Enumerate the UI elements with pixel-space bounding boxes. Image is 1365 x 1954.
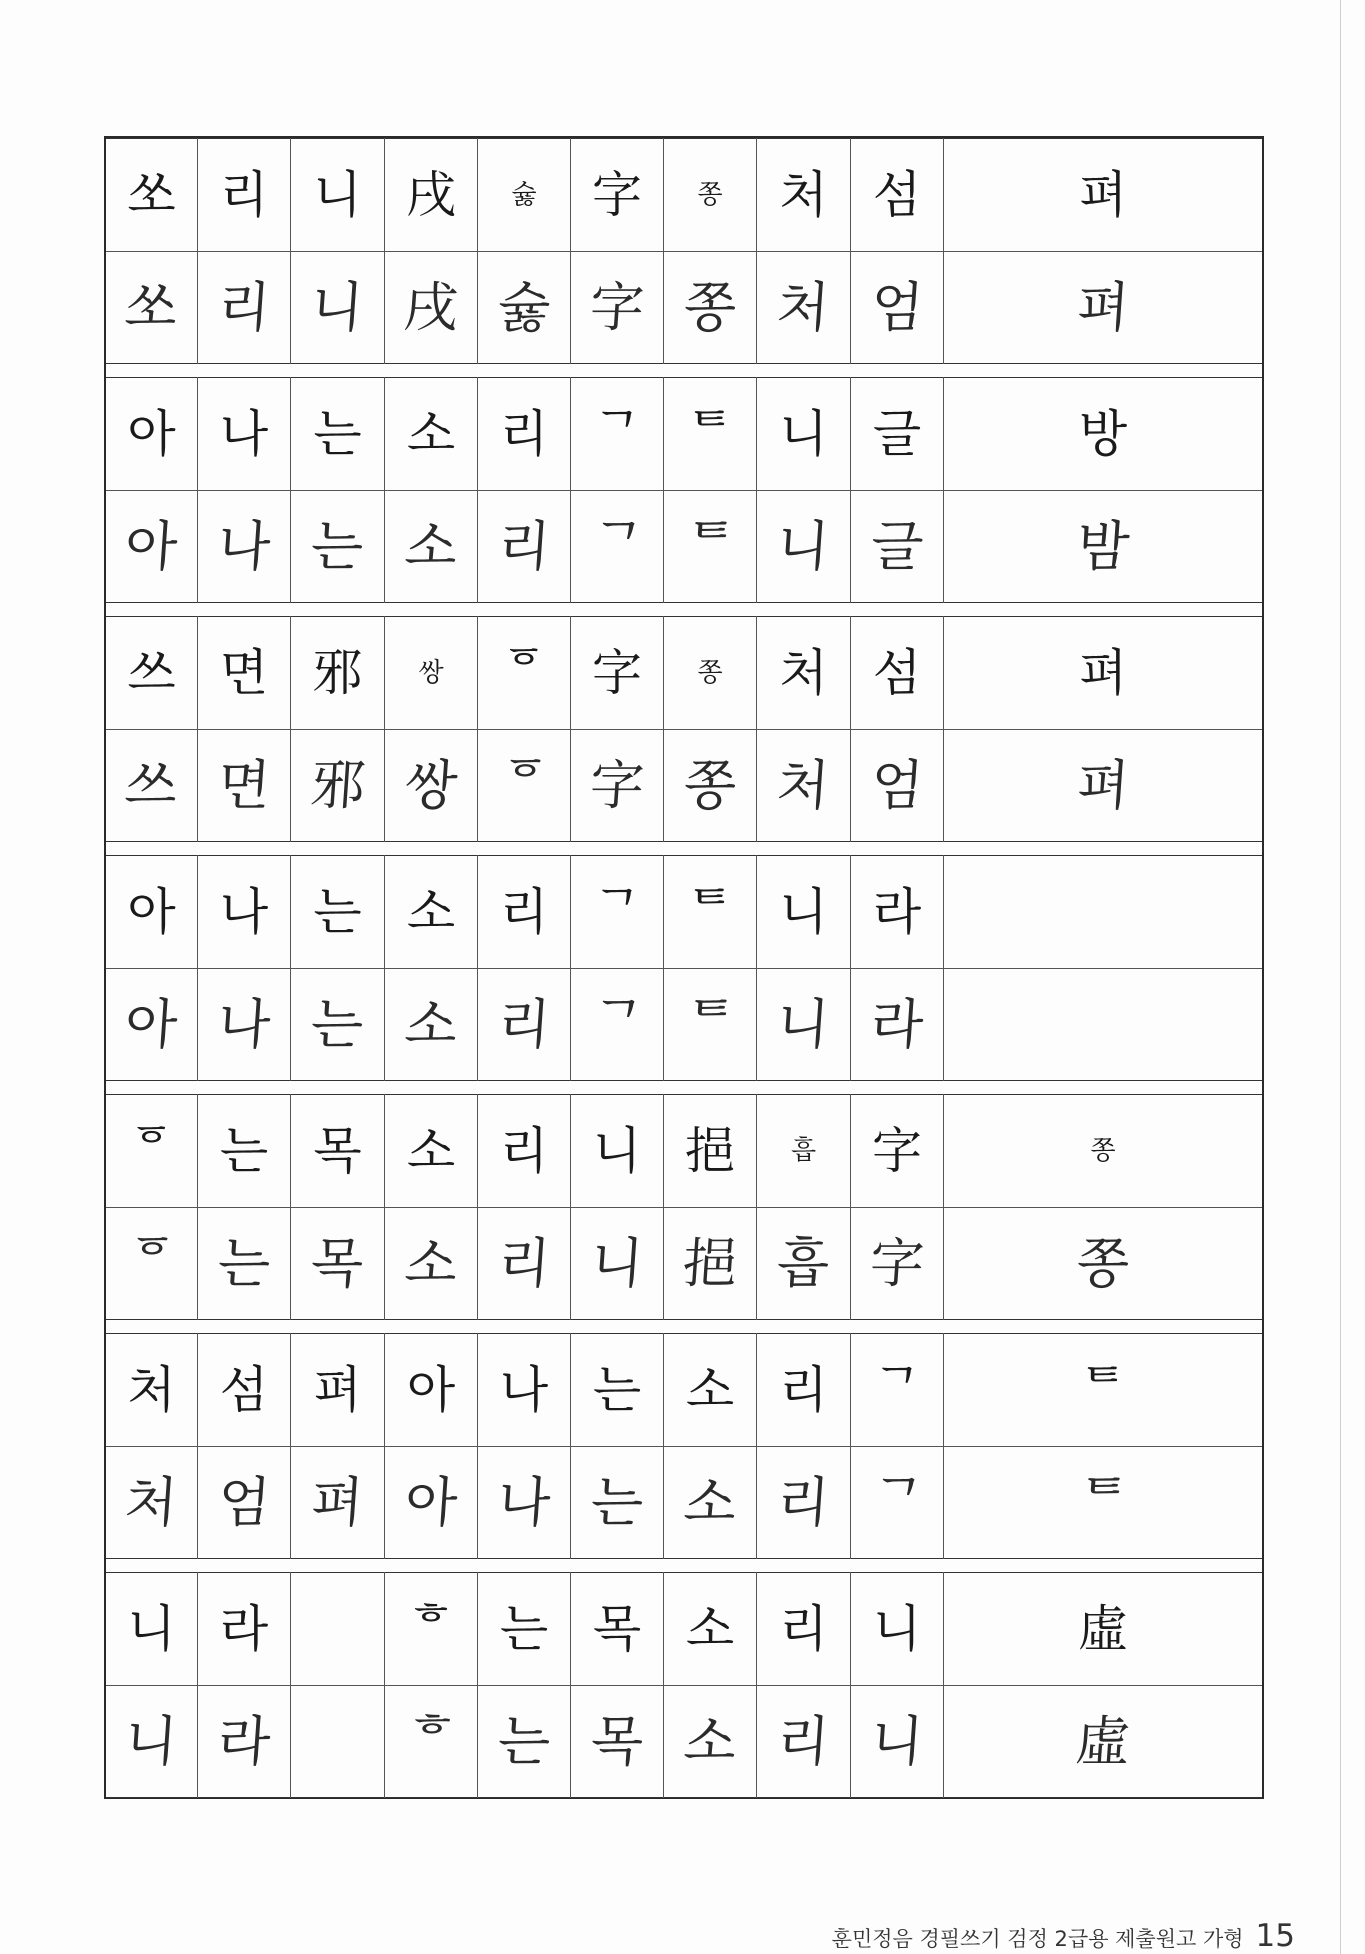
practice-character-cell <box>106 251 198 364</box>
practice-character: 字 <box>867 1231 927 1295</box>
model-character-cell <box>851 1094 944 1207</box>
model-character: 는 <box>219 1121 269 1180</box>
practice-character-cell <box>385 251 478 364</box>
model-character-cell <box>944 1572 1262 1685</box>
practice-character: 니 <box>588 1231 646 1295</box>
practice-character: 쏘 <box>123 275 180 339</box>
practice-character: 소 <box>402 1231 460 1295</box>
practice-character: 라 <box>868 992 926 1056</box>
practice-character-cell <box>198 968 291 1081</box>
practice-character: 는 <box>309 514 366 578</box>
practice-character-cell <box>385 968 478 1081</box>
practice-character-cell <box>571 1446 664 1559</box>
practice-character: 는 <box>215 1231 273 1295</box>
model-character-cell <box>944 855 1262 968</box>
model-character: 슗 <box>511 179 537 210</box>
practice-character: 니 <box>775 514 832 578</box>
practice-character-cell <box>478 968 571 1081</box>
practice-character-cell <box>291 968 385 1081</box>
practice-character: 挹 <box>680 1231 740 1295</box>
practice-character: 아 <box>402 1470 460 1534</box>
model-character: 쫑 <box>1090 1135 1116 1166</box>
model-character: ᅙ <box>127 1121 176 1180</box>
practice-character-cell <box>571 490 664 603</box>
practice-character-cell <box>198 1446 291 1559</box>
model-character-cell <box>198 1094 291 1207</box>
model-character: 리 <box>499 404 549 463</box>
model-character: 소 <box>685 1599 735 1658</box>
model-character: 니 <box>779 404 828 463</box>
practice-character-cell <box>664 1207 757 1320</box>
practice-character-cell <box>291 1685 385 1798</box>
model-character: 니 <box>779 882 828 941</box>
practice-character: 목 <box>588 1709 646 1773</box>
practice-character-cell <box>385 729 478 842</box>
practice-character-cell <box>106 1446 198 1559</box>
practice-character-cell <box>571 1685 664 1798</box>
model-character: 는 <box>313 882 362 941</box>
practice-character: 는 <box>495 1709 553 1773</box>
grid-block <box>106 616 1262 842</box>
practice-character-cell <box>944 251 1262 364</box>
practice-character-cell <box>106 729 198 842</box>
model-character-cell <box>385 1094 478 1207</box>
model-character: 면 <box>219 643 269 702</box>
model-character-cell <box>291 377 385 490</box>
practice-character: 리 <box>215 275 273 339</box>
footer-title: 훈민정음 경필쓰기 검정 2급용 제출원고 가형 <box>831 1927 1244 1951</box>
practice-character-cell <box>198 251 291 364</box>
practice-character: 니 <box>309 275 366 339</box>
model-character: 글 <box>872 404 922 463</box>
practice-character-cell <box>851 1685 944 1798</box>
practice-character-cell <box>757 251 851 364</box>
model-character-cell <box>757 138 851 251</box>
practice-character: 字 <box>587 753 647 817</box>
practice-character: 戌 <box>401 275 461 339</box>
model-character-cell <box>571 138 664 251</box>
practice-character-cell <box>291 1207 385 1320</box>
model-character: 목 <box>313 1121 362 1180</box>
model-character-cell <box>757 855 851 968</box>
practice-character-cell <box>757 968 851 1081</box>
model-character-cell <box>385 616 478 729</box>
model-character-cell <box>757 1333 851 1446</box>
practice-character: 엄 <box>868 753 926 817</box>
model-character: 처 <box>127 1360 176 1419</box>
practice-character: 나 <box>495 1470 553 1534</box>
model-character: ᄐ <box>1078 1360 1128 1419</box>
model-character-cell <box>198 377 291 490</box>
practice-character-cell <box>944 968 1262 1081</box>
model-character-cell <box>385 138 478 251</box>
page-edge-line <box>1340 0 1341 1954</box>
grid-block <box>106 138 1262 364</box>
practice-character: 쌍 <box>402 753 460 817</box>
model-character-cell <box>198 1333 291 1446</box>
practice-character: 쫑 <box>1074 1231 1132 1295</box>
practice-character: 리 <box>775 1709 832 1773</box>
model-character-cell <box>291 1333 385 1446</box>
model-character: 나 <box>219 882 269 941</box>
page-number: 15 <box>1255 1918 1295 1954</box>
practice-character-cell <box>851 1446 944 1559</box>
practice-character: 니 <box>775 992 832 1056</box>
model-character-cell <box>664 1572 757 1685</box>
model-character-cell <box>571 616 664 729</box>
model-character-cell <box>106 138 198 251</box>
model-character: 쌍 <box>418 657 444 688</box>
model-character: 虛 <box>1078 1599 1128 1658</box>
practice-character-cell <box>385 1685 478 1798</box>
model-character: 나 <box>499 1360 549 1419</box>
model-character-cell <box>851 616 944 729</box>
model-character: 挹 <box>685 1121 735 1180</box>
practice-character-cell <box>664 251 757 364</box>
model-character-cell <box>944 1333 1262 1446</box>
practice-character: ᄐ <box>681 992 739 1056</box>
model-character: 펴 <box>1078 165 1128 224</box>
model-character: 리 <box>779 1360 828 1419</box>
practice-character-cell <box>757 490 851 603</box>
grid-block <box>106 1572 1262 1798</box>
model-character-cell <box>106 616 198 729</box>
practice-character: 니 <box>868 1709 926 1773</box>
practice-character-cell <box>106 968 198 1081</box>
model-character-cell <box>106 377 198 490</box>
practice-character-cell <box>478 729 571 842</box>
practice-character-cell <box>291 490 385 603</box>
model-character-cell <box>198 616 291 729</box>
model-character-cell <box>385 1333 478 1446</box>
model-character-cell <box>757 616 851 729</box>
model-character-cell <box>571 1094 664 1207</box>
model-character: 펴 <box>1078 643 1128 702</box>
practice-character: 虛 <box>1073 1709 1133 1773</box>
practice-character: 처 <box>775 753 832 817</box>
practice-character: 쫑 <box>681 753 739 817</box>
model-character: 라 <box>872 882 922 941</box>
model-character-cell <box>851 1333 944 1446</box>
practice-character: 쫑 <box>681 275 739 339</box>
model-character: 戌 <box>406 165 456 224</box>
practice-character: ᄀ <box>868 1470 926 1534</box>
grid-block <box>106 1333 1262 1559</box>
practice-character: 리 <box>775 1470 832 1534</box>
model-character-cell <box>291 1094 385 1207</box>
practice-character-cell <box>385 490 478 603</box>
model-character: ᄀ <box>872 1360 922 1419</box>
model-character-cell <box>385 377 478 490</box>
model-character: 니 <box>127 1599 176 1658</box>
practice-character-cell <box>478 1207 571 1320</box>
practice-character-cell <box>291 251 385 364</box>
practice-character: 엄 <box>215 1470 273 1534</box>
model-character: 니 <box>313 165 362 224</box>
grid-block <box>106 377 1262 603</box>
grid-block <box>106 855 1262 1081</box>
model-character: ᄀ <box>592 882 642 941</box>
model-character-cell <box>664 1094 757 1207</box>
practice-character-cell <box>757 1685 851 1798</box>
practice-character: ᄀ <box>588 514 646 578</box>
model-character-cell <box>198 855 291 968</box>
model-character-cell <box>478 1094 571 1207</box>
practice-character-cell <box>851 1207 944 1320</box>
model-character-cell <box>757 377 851 490</box>
model-character-cell <box>851 377 944 490</box>
practice-character: 목 <box>309 1231 366 1295</box>
practice-character-cell <box>571 251 664 364</box>
practice-character: 邪 <box>308 753 367 817</box>
model-character-cell <box>664 616 757 729</box>
practice-character-cell <box>198 1207 291 1320</box>
practice-character: 글 <box>868 514 926 578</box>
model-character: 소 <box>406 1121 456 1180</box>
practice-character: 펴 <box>309 1470 366 1534</box>
model-character: 니 <box>872 1599 922 1658</box>
model-character-cell <box>478 1333 571 1446</box>
model-character: 방 <box>1078 404 1128 463</box>
practice-character-cell <box>664 729 757 842</box>
model-character: 소 <box>406 404 456 463</box>
practice-character: 소 <box>681 1709 739 1773</box>
model-character: 소 <box>685 1360 735 1419</box>
model-character: 아 <box>406 1360 456 1419</box>
model-character: 흡 <box>790 1135 817 1166</box>
practice-character: 펴 <box>1074 753 1132 817</box>
model-character-cell <box>291 616 385 729</box>
model-character: 字 <box>592 165 642 224</box>
practice-character: 펴 <box>1074 275 1132 339</box>
model-character: ᄐ <box>685 882 735 941</box>
model-character: 섬 <box>872 643 922 702</box>
model-character-cell <box>944 377 1262 490</box>
model-character: 처 <box>779 643 828 702</box>
model-character: ᄒ <box>406 1599 456 1658</box>
model-character-cell <box>291 138 385 251</box>
practice-character-cell <box>944 1685 1262 1798</box>
practice-character-cell <box>851 490 944 603</box>
practice-character: 소 <box>402 514 460 578</box>
practice-character: ᅙ <box>495 753 553 817</box>
practice-character-cell <box>291 1446 385 1559</box>
practice-character: 字 <box>587 275 647 339</box>
practice-character: ᅙ <box>123 1231 180 1295</box>
model-character-cell <box>757 1572 851 1685</box>
practice-character: 라 <box>215 1709 273 1773</box>
model-character-cell <box>106 1094 198 1207</box>
model-character-cell <box>291 855 385 968</box>
model-character-cell <box>944 1094 1262 1207</box>
practice-character: 나 <box>215 992 273 1056</box>
practice-character-cell <box>664 968 757 1081</box>
practice-character: 처 <box>123 1470 180 1534</box>
model-character: ᄐ <box>685 404 735 463</box>
model-character-cell <box>478 616 571 729</box>
practice-character: ᄐ <box>1074 1470 1132 1534</box>
page-footer <box>832 1918 1295 1954</box>
model-character-cell <box>478 855 571 968</box>
practice-character-cell <box>944 1446 1262 1559</box>
model-character-cell <box>106 1572 198 1685</box>
model-character: 리 <box>499 882 549 941</box>
practice-character: 엄 <box>868 275 926 339</box>
practice-character-cell <box>571 968 664 1081</box>
model-character-cell <box>385 855 478 968</box>
manuscript-grid <box>104 136 1264 1799</box>
practice-character: 는 <box>588 1470 646 1534</box>
practice-character-cell <box>664 1446 757 1559</box>
model-character-cell <box>851 1572 944 1685</box>
practice-character: 니 <box>123 1709 180 1773</box>
model-character: 는 <box>313 404 362 463</box>
model-character: 쓰 <box>127 643 176 702</box>
model-character-cell <box>664 855 757 968</box>
model-character-cell <box>571 855 664 968</box>
model-character-cell <box>198 138 291 251</box>
practice-character-cell <box>478 1446 571 1559</box>
model-character: 니 <box>592 1121 642 1180</box>
practice-character: 슗 <box>495 275 553 339</box>
model-character: 字 <box>872 1121 922 1180</box>
practice-character: ᄐ <box>681 514 739 578</box>
practice-character-cell <box>198 1685 291 1798</box>
model-character-cell <box>944 616 1262 729</box>
model-character: 목 <box>592 1599 642 1658</box>
practice-character-cell <box>944 490 1262 603</box>
model-character: 는 <box>592 1360 642 1419</box>
practice-character-cell <box>664 1685 757 1798</box>
practice-character: 아 <box>123 992 180 1056</box>
model-character: 쫑 <box>697 179 723 210</box>
practice-character-cell <box>478 251 571 364</box>
model-character: 쏘 <box>127 165 176 224</box>
practice-character-cell <box>478 1685 571 1798</box>
model-character: 리 <box>219 165 269 224</box>
practice-character: ᄒ <box>402 1709 460 1773</box>
grid-block <box>106 1094 1262 1320</box>
model-character-cell <box>478 1572 571 1685</box>
model-character: 字 <box>592 643 642 702</box>
practice-character: 나 <box>215 514 273 578</box>
model-character-cell <box>478 138 571 251</box>
practice-character-cell <box>664 490 757 603</box>
practice-character-cell <box>851 251 944 364</box>
model-character-cell <box>571 377 664 490</box>
model-character: 소 <box>406 882 456 941</box>
practice-character-cell <box>106 1685 198 1798</box>
model-character-cell <box>106 855 198 968</box>
practice-character-cell <box>757 729 851 842</box>
model-character-cell <box>851 855 944 968</box>
practice-character: 면 <box>215 753 273 817</box>
model-character: 아 <box>127 882 176 941</box>
practice-character-cell <box>757 1207 851 1320</box>
model-character-cell <box>571 1572 664 1685</box>
practice-character-cell <box>944 729 1262 842</box>
model-character: 는 <box>499 1599 549 1658</box>
model-character-cell <box>757 1094 851 1207</box>
practice-character-cell <box>198 729 291 842</box>
model-character: 리 <box>499 1121 549 1180</box>
model-character-cell <box>385 1572 478 1685</box>
model-character: 섬 <box>872 165 922 224</box>
practice-character: 소 <box>681 1470 739 1534</box>
model-character-cell <box>664 1333 757 1446</box>
practice-character-cell <box>478 490 571 603</box>
model-character: 라 <box>219 1599 269 1658</box>
model-character: ᅙ <box>499 643 549 702</box>
model-character-cell <box>851 138 944 251</box>
practice-character: 리 <box>495 514 553 578</box>
practice-character-cell <box>198 490 291 603</box>
model-character: 펴 <box>313 1360 362 1419</box>
model-character-cell <box>478 377 571 490</box>
practice-character-cell <box>571 1207 664 1320</box>
model-character: 아 <box>127 404 176 463</box>
model-character-cell <box>198 1572 291 1685</box>
model-character: ᄀ <box>592 404 642 463</box>
model-character-cell <box>106 1333 198 1446</box>
practice-character: 소 <box>402 992 460 1056</box>
practice-character-cell <box>385 1446 478 1559</box>
practice-character-cell <box>851 729 944 842</box>
model-character: 나 <box>219 404 269 463</box>
practice-character-cell <box>385 1207 478 1320</box>
practice-character-cell <box>944 1207 1262 1320</box>
model-character: 섬 <box>219 1360 269 1419</box>
model-character: 리 <box>779 1599 828 1658</box>
model-character: 邪 <box>312 643 363 702</box>
practice-character: 처 <box>775 275 832 339</box>
model-character-cell <box>664 138 757 251</box>
model-character-cell <box>291 1572 385 1685</box>
model-character: 처 <box>779 165 828 224</box>
model-character-cell <box>944 138 1262 251</box>
practice-character-cell <box>851 968 944 1081</box>
practice-character-cell <box>757 1446 851 1559</box>
practice-character: 쓰 <box>123 753 180 817</box>
model-character: 쫑 <box>697 657 723 688</box>
model-character-cell <box>571 1333 664 1446</box>
practice-character: 아 <box>123 514 180 578</box>
practice-character: 리 <box>495 1231 553 1295</box>
practice-character: ᄀ <box>588 992 646 1056</box>
practice-character-cell <box>571 729 664 842</box>
practice-character: 흡 <box>775 1231 832 1295</box>
practice-character: 는 <box>309 992 366 1056</box>
practice-character: 리 <box>495 992 553 1056</box>
practice-character-cell <box>291 729 385 842</box>
practice-character-cell <box>106 490 198 603</box>
practice-character-cell <box>106 1207 198 1320</box>
practice-character: 밤 <box>1074 514 1132 578</box>
model-character-cell <box>664 377 757 490</box>
